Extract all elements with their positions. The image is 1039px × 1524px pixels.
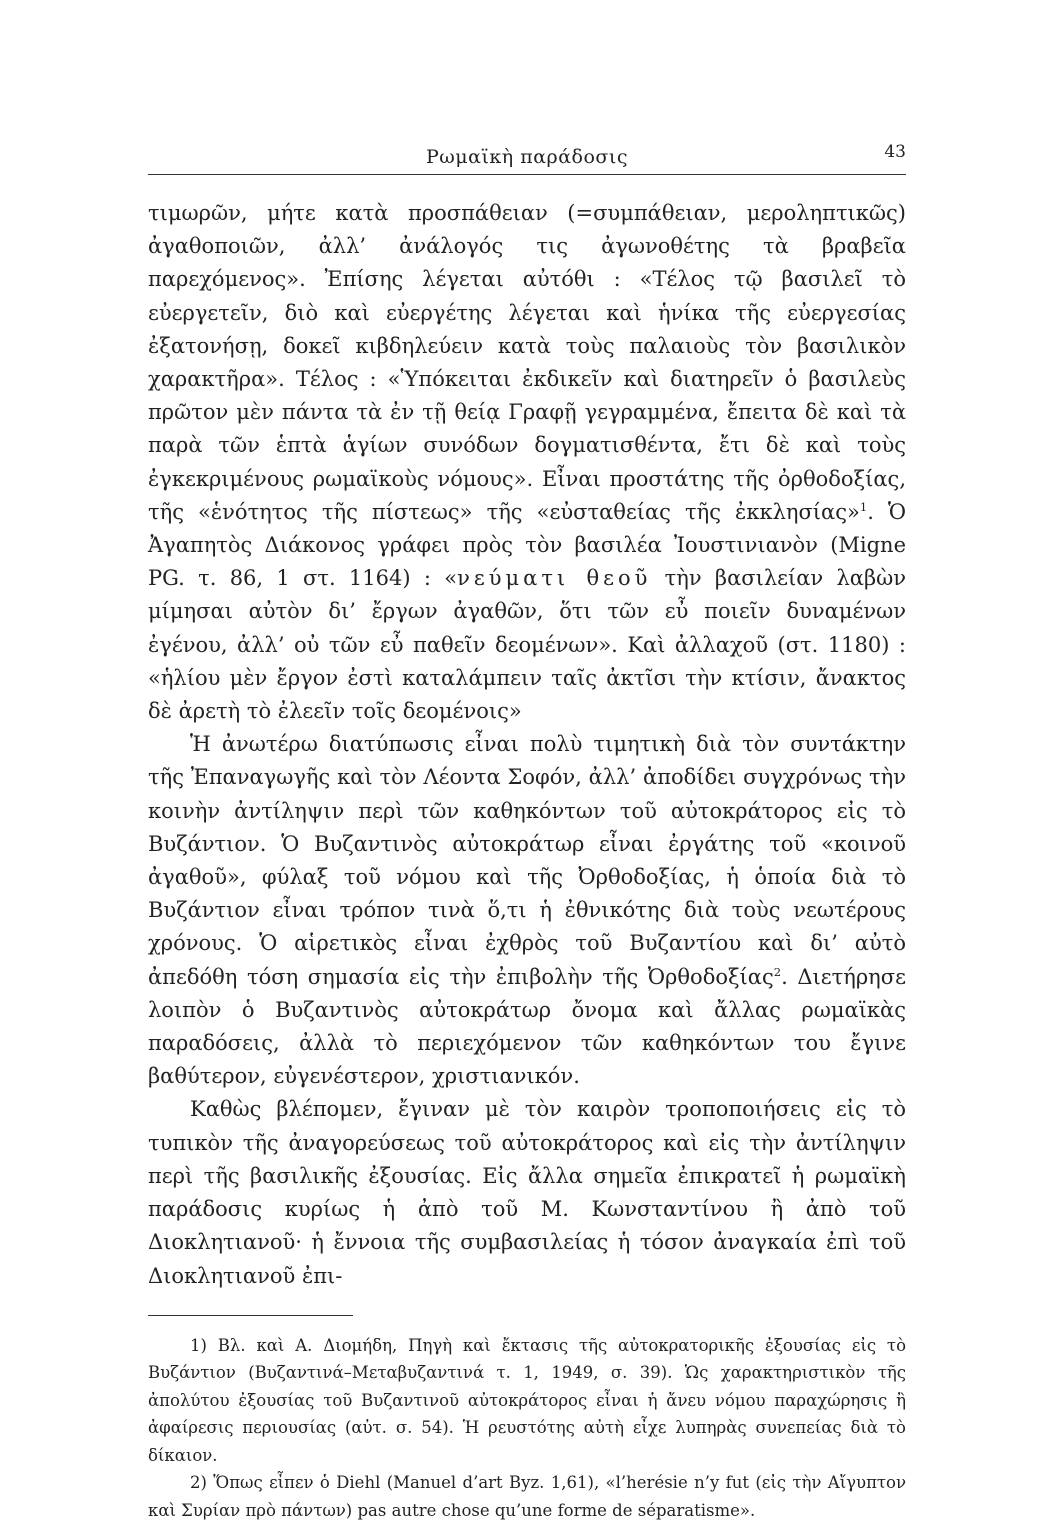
- paragraph-2-part-b: . Διετήρησε λοιπὸν ὁ Βυζαντινὸς αὐτοκράτωρ ὄνομα καὶ ἄλλας ρωμαϊκὰς παραδόσεις, ἀλλὰ τὸ περιεχόμενον τῶν καθηκόντων του ἔγινε βαθύτερον, εὐγενέστερον, χριστιανικόν.: [148, 964, 906, 1089]
- running-title: Ρωμαϊκὴ παράδοσις: [426, 146, 628, 168]
- paragraph-2-part-a: Ἡ ἀνωτέρω διατύπωσις εἶναι πολὺ τιμητικὴ διὰ τὸν συντάκτην τῆς Ἐπαναγωγῆς καὶ τὸν Λέοντα Σοφόν, ἀλλ’ ἀποδίδει συγχρόνως τὴν κοινὴν ἀντίληψιν περὶ τῶν καθηκόντων τοῦ αὐτοκράτορος εἰς τὸ Βυζάντιον. Ὁ Βυζαντινὸς αὐτοκράτωρ εἶναι ἐργάτης τοῦ «κοινοῦ ἀγαθοῦ», φύλαξ τοῦ νόμου καὶ τῆς Ὀρθοδοξίας, ἡ ὁποία διὰ τὸ Βυζάντιον εἶναι τρόπον τινὰ ὅ,τι ἡ ἐθνικότης διὰ τοὺς νεωτέρους χρόνους. Ὁ αἱρετικὸς εἶναι ἐχθρὸς τοῦ Βυζαντίου καὶ δι’ αὐτὸ ἀπεδόθη τόση σημασία εἰς τὴν ἐπιβολὴν τῆς Ὀρθοδοξίας: [148, 732, 906, 989]
- footnotes: [148, 1332, 906, 1524]
- paragraph-1: [148, 197, 906, 728]
- spaced-emphasis: νεύματι θεοῦ: [457, 566, 652, 591]
- paragraph-1-part-c: τὴν βασιλείαν λαβὼν μίμησαι αὐτὸν δι’ ἔργων ἀγαθῶν, ὅτι τῶν εὖ ποιεῖν δυναμένων ἐγένου, ἀλλ’ οὐ τῶν εὖ παθεῖν δεομένων». Καὶ ἀλλαχοῦ (στ. 1180) : «ἡλίου μὲν ἔργον ἐστὶ καταλάμπειν ταῖς ἀκτῖσι τὴν κτίσιν, ἄνακτος δὲ ἀρετὴ τὸ ἐλεεῖν τοῖς δεομένοις»: [148, 566, 906, 724]
- footnote-ref-1: 1: [859, 499, 868, 514]
- running-header: [148, 140, 906, 175]
- paragraph-1-part-b: . Ὁ Ἀγαπητὸς Διάκονος γράφει πρὸς τὸν βασιλέα Ἰουστινιανὸν (Migne PG. τ. 86, 1 στ. 1164) : «: [148, 499, 907, 591]
- footnote-2: 2) Ὅπως εἶπεν ὁ Diehl (Manuel d’art Byz. 1,61), «l’herésie n’y fut (εἰς τὴν Αἴγυπτον καὶ Συρίαν πρὸ πάντων) pas autre chose qu’une forme de séparatisme».: [148, 1473, 906, 1520]
- page-number: 43: [884, 142, 906, 162]
- footnote-1: 1) Βλ. καὶ Α. Διομήδη, Πηγὴ καὶ ἔκτασις τῆς αὐτοκρατορικῆς ἐξουσίας εἰς τὸ Βυζάντιον (Βυζαντινά–Μεταβυζαντινά τ. 1, 1949, σ. 39). Ὡς χαρακτηριστικὸν τῆς ἀπολύτου ἐξουσίας τοῦ Βυζαντινοῦ αὐτοκράτορος εἶναι ἡ ἄνευ νόμου παραχώρησις ἢ ἀφαίρεσις περιουσίας (αὐτ. σ. 54). Ἡ ρευστότης αὐτὴ εἶχε λυπηρὰς συνεπείας διὰ τὸ δίκαιον.: [148, 1335, 906, 1465]
- footnote-ref-2: 2: [773, 964, 782, 979]
- paragraph-1-part-a: τιμωρῶν, μήτε κατὰ προσπάθειαν (=συμπάθειαν, μεροληπτικῶς) ἀγαθοποιῶν, ἀλλ’ ἀνάλογός τις ἀγωνοθέτης τὰ βραβεῖα παρεχόμενος». Ἐπίσης λέγεται αὐτόθι : «Τέλος τῷ βασιλεῖ τὸ εὐεργετεῖν, διὸ καὶ εὐεργέτης λέγεται καὶ ἡνίκα τῆς εὐεργεσίας ἐξατονήσῃ, δοκεῖ κιβδηλεύειν κατὰ τοὺς παλαιοὺς τὸν βασιλικὸν χαρακτῆρα». Τέλος : «Ὑπόκειται ἐκδικεῖν καὶ διατηρεῖν ὁ βασιλεὺς πρῶτον μὲν πάντα τὰ ἐν τῇ θείᾳ Γραφῇ γεγραμμένα, ἔπειτα δὲ καὶ τὰ παρὰ τῶν ἑπτὰ ἁγίων συνόδων δογματισθέντα, ἔτι δὲ καὶ τοὺς ἐγκεκριμένους ρωμαϊκοὺς νόμους». Εἶναι προστάτης τῆς ὀρθοδοξίας, τῆς «ἑνότητος τῆς πίστεως» τῆς «εὐσταθείας τῆς ἐκκλησίας»: [148, 201, 906, 524]
- paragraph-2: [148, 728, 906, 1093]
- paragraph-3: Καθὼς βλέπομεν, ἔγιναν μὲ τὸν καιρὸν τροποποιήσεις εἰς τὸ τυπικὸν τῆς ἀναγορεύσεως τοῦ αὐτοκράτορος καὶ εἰς τὴν ἀντίληψιν περὶ τῆς βασιλικῆς ἐξουσίας. Εἰς ἄλλα σημεῖα ἐπικρατεῖ ἡ ρωμαϊκὴ παράδοσις κυρίως ἡ ἀπὸ τοῦ Μ. Κωνσταντίνου ἢ ἀπὸ τοῦ Διοκλητιανοῦ· ἡ ἔννοια τῆς συμβασιλείας ἡ τόσον ἀναγκαία ἐπὶ τοῦ Διοκλητιανοῦ ἐπι-: [148, 1097, 906, 1288]
- page: [148, 140, 906, 1524]
- main-text: [148, 197, 906, 1293]
- footnote-divider: [148, 1315, 353, 1316]
